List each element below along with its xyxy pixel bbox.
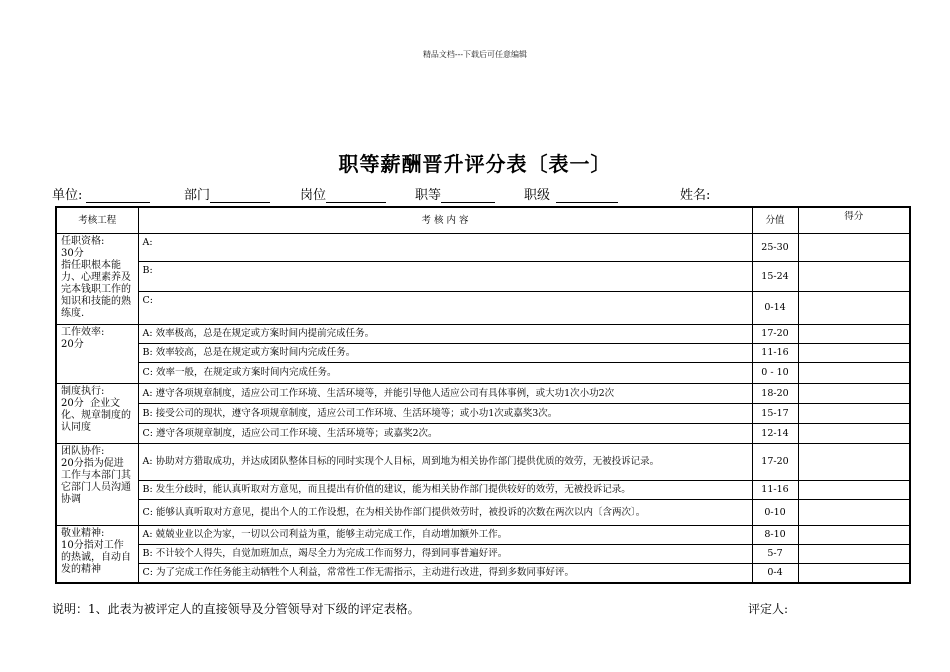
page-title: 职等薪酬晋升评分表〔表一〕 — [338, 152, 612, 176]
table-row — [56, 444, 910, 481]
table-row — [56, 424, 910, 444]
dept-blank[interactable] — [210, 190, 270, 203]
unit-blank[interactable] — [86, 190, 150, 203]
value-range-cell: 18-20 — [752, 384, 798, 404]
criteria-cell: B: 不计较个人得失，自觉加班加点，竭尽全力为完成工作而努力，得到同事普遍好评。 — [138, 545, 752, 564]
value-range-cell: 5-7 — [752, 545, 798, 564]
table-row — [56, 564, 910, 583]
table-row — [56, 363, 910, 384]
table-row — [56, 325, 910, 344]
score-input-cell[interactable] — [798, 262, 910, 292]
criteria-cell: B: 效率较高，总是在规定或方案时间内完成任务。 — [138, 344, 752, 363]
value-range-cell: 0-14 — [752, 292, 798, 325]
table-row — [56, 262, 910, 292]
score-input-cell[interactable] — [798, 384, 910, 404]
level-label: 职级 — [524, 188, 551, 203]
score-input-cell[interactable] — [798, 292, 910, 325]
level-blank[interactable] — [556, 190, 618, 203]
category-cell: 制度执行: 20分 企业文化、规章制度的认同度 — [56, 384, 138, 444]
criteria-cell: A: 遵守各项规章制度，适应公司工作环境、生活环境等，并能引导他人适应公司有具体事例，或大功1次小功2次 — [138, 384, 752, 404]
value-range-cell: 8-10 — [752, 526, 798, 545]
table-row — [56, 234, 910, 262]
post-blank[interactable] — [326, 190, 386, 203]
table-row — [56, 526, 910, 545]
score-input-cell[interactable] — [798, 481, 910, 500]
score-input-cell[interactable] — [798, 363, 910, 384]
criteria-cell: B: 发生分歧时，能认真听取对方意见，而且提出有价值的建议，能为相关协作部门提供较好的效劳，无被投诉记录。 — [138, 481, 752, 500]
post-label: 岗位 — [300, 188, 327, 203]
info-row — [52, 184, 912, 202]
category-cell: 任职资格: 30分 指任职根本能力、心理素养及完本钱职工作的知识和技能的熟练度. — [56, 234, 138, 325]
unit-label: 单位: — [52, 188, 83, 203]
grade-field — [415, 184, 495, 203]
value-range-cell: 17-20 — [752, 325, 798, 344]
level-field — [524, 184, 618, 203]
score-input-cell[interactable] — [798, 564, 910, 583]
grade-blank[interactable] — [441, 190, 495, 203]
criteria-cell: C: 效率一般，在规定或方案时间内完成任务。 — [138, 363, 752, 384]
unit-field — [52, 184, 150, 203]
criteria-cell: B: 接受公司的现状，遵守各项规章制度，适应公司工作环境、生活环境等；或小功1次或嘉奖3次。 — [138, 404, 752, 424]
score-table — [55, 206, 911, 584]
post-field — [300, 184, 386, 203]
table-row — [56, 384, 910, 404]
header-note: 精品文档---下载后可任意编辑 — [422, 50, 528, 59]
score-input-cell[interactable] — [798, 344, 910, 363]
table-row — [56, 292, 910, 325]
dept-field — [184, 184, 270, 203]
category-cell: 工作效率: 20分 — [56, 325, 138, 384]
criteria-cell: C: 为了完成工作任务能主动牺牲个人利益，常常性工作无需指示，主动进行改进，得到多数同事好评。 — [138, 564, 752, 583]
header-value: 分值 — [752, 207, 798, 234]
name-label: 姓名: — [680, 188, 711, 203]
score-input-cell[interactable] — [798, 424, 910, 444]
value-range-cell: 15-24 — [752, 262, 798, 292]
criteria-cell: A: — [138, 234, 752, 262]
criteria-cell: A: 兢兢业业以企为家，一切以公司利益为重，能够主动完成工作，自动增加额外工作。 — [138, 526, 752, 545]
value-range-cell: 11-16 — [752, 481, 798, 500]
score-input-cell[interactable] — [798, 234, 910, 262]
header-score: 得分 — [798, 207, 910, 234]
value-range-cell: 12-14 — [752, 424, 798, 444]
score-input-cell[interactable] — [798, 404, 910, 424]
criteria-cell: C: 遵守各项规章制度，适应公司工作环境、生活环境等；或嘉奖2次。 — [138, 424, 752, 444]
rater-label: 评定人: — [748, 602, 789, 616]
dept-label: 部门 — [184, 188, 211, 203]
value-range-cell: 25-30 — [752, 234, 798, 262]
score-input-cell[interactable] — [798, 444, 910, 481]
score-input-cell[interactable] — [798, 325, 910, 344]
criteria-cell: A: 协助对方猎取成功，并达成团队整体目标的同时实现个人目标，周到地为相关协作部门提供优质的效劳，无被投诉记录。 — [138, 444, 752, 481]
table-row — [56, 344, 910, 363]
header-content: 考 核 内 容 — [138, 207, 752, 234]
category-cell: 敬业精神: 10分指对工作的热诚，自动自发的精神 — [56, 526, 138, 583]
value-range-cell: 0 - 10 — [752, 363, 798, 384]
table-row — [56, 481, 910, 500]
criteria-cell: B: — [138, 262, 752, 292]
grade-label: 职等 — [415, 188, 442, 203]
table-row — [56, 404, 910, 424]
footer-note: 说明：1、此表为被评定人的直接领导及分管领导对下级的评定表格。 — [52, 602, 420, 616]
value-range-cell: 11-16 — [752, 344, 798, 363]
category-cell: 团队协作: 20分指为促进工作与本部门其它部门人员沟通协调 — [56, 444, 138, 526]
table-row — [56, 500, 910, 526]
criteria-cell: C: — [138, 292, 752, 325]
criteria-cell: C: 能够认真听取对方意见，提出个人的工作设想，在为相关协作部门提供效劳时，被投诉的次数在两次以内〔含两次〕。 — [138, 500, 752, 526]
value-range-cell: 15-17 — [752, 404, 798, 424]
header-item: 考核工程 — [56, 207, 138, 234]
table-header-row — [56, 207, 910, 234]
value-range-cell: 0-10 — [752, 500, 798, 526]
value-range-cell: 17-20 — [752, 444, 798, 481]
score-input-cell[interactable] — [798, 526, 910, 545]
criteria-cell: A: 效率极高，总是在规定或方案时间内提前完成任务。 — [138, 325, 752, 344]
table-row — [56, 545, 910, 564]
score-input-cell[interactable] — [798, 545, 910, 564]
score-input-cell[interactable] — [798, 500, 910, 526]
value-range-cell: 0-4 — [752, 564, 798, 583]
